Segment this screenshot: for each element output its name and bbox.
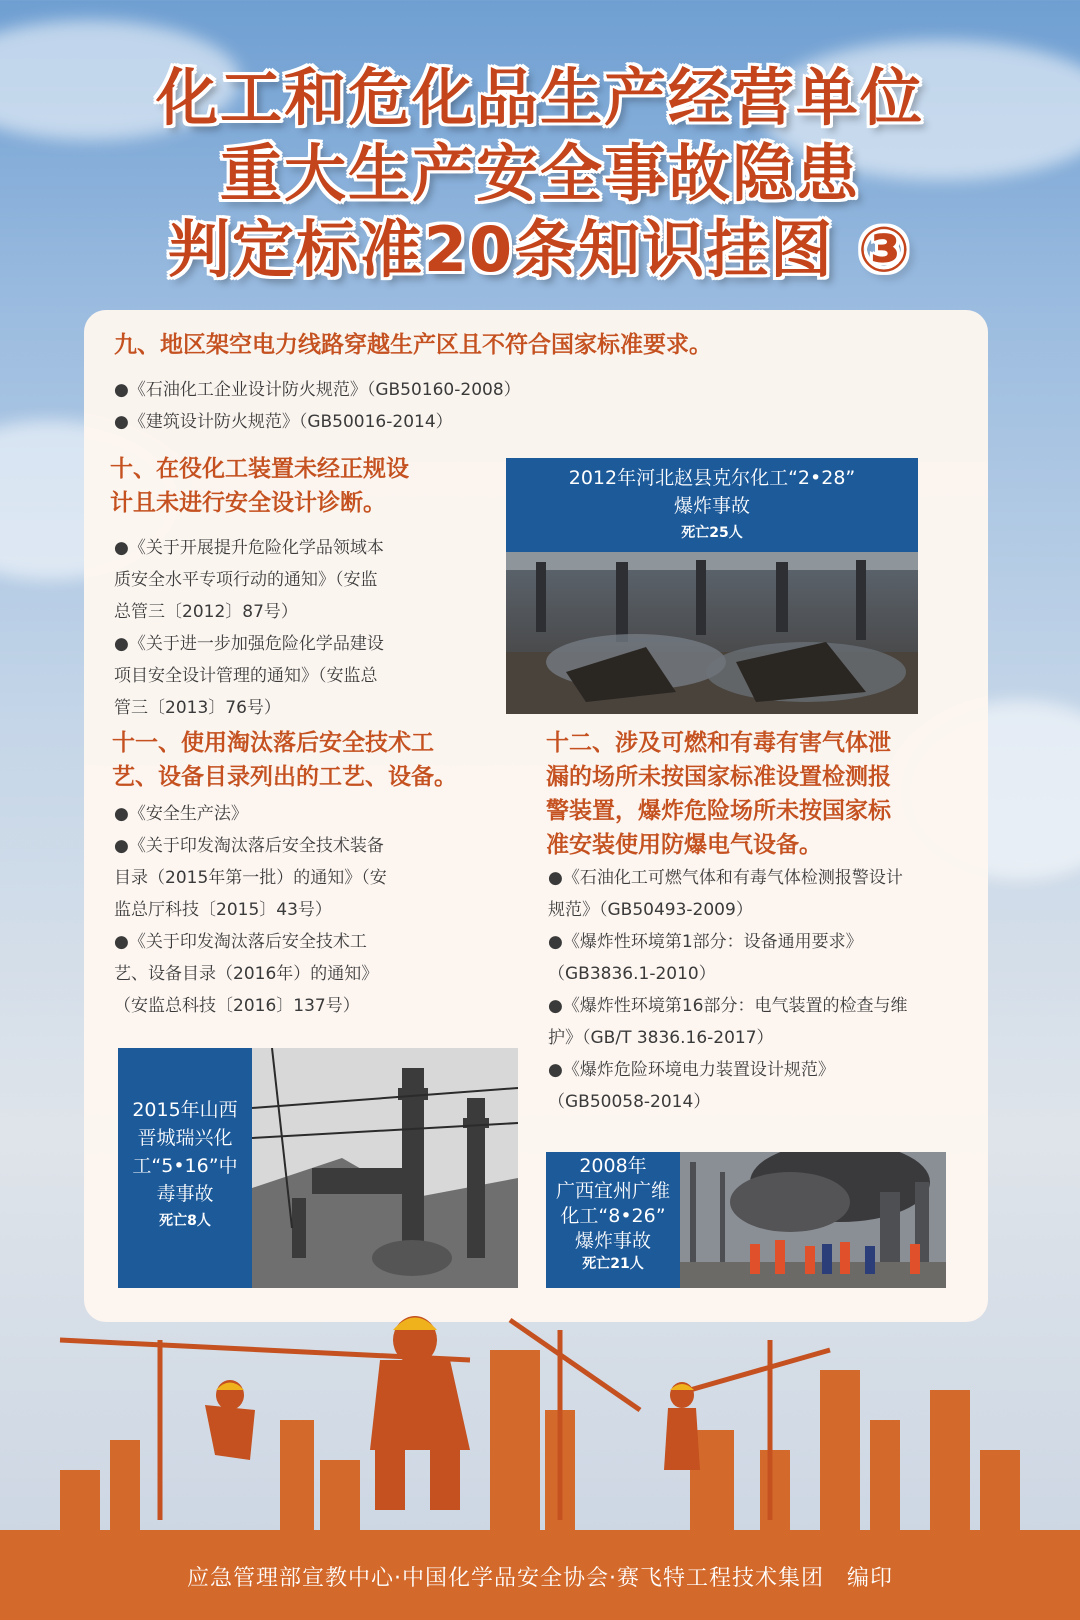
reference-item: 目录（2015年第一批）的通知》（安 (114, 868, 387, 888)
section-10-references (114, 532, 494, 724)
reference-item: 规范》（GB50493-2009） (548, 900, 753, 920)
reference-item: ●《关于开展提升危险化学品领域本 (114, 538, 384, 558)
section-12-heading: 十二、涉及可燃和有毒有害气体泄 漏的场所未按国家标准设置检测报 警装置，爆炸危险场所未按国家标 准安装使用防爆电气设备。 (546, 730, 891, 858)
accident-photo-2008 (546, 1152, 946, 1288)
reference-item: （安监总科技〔2016〕137号） (114, 996, 360, 1016)
accident-photo-2015 (118, 1048, 518, 1288)
death-toll-label: 死亡21人 (582, 1256, 644, 1272)
section-10-heading: 十、在役化工装置未经正规设 计且未进行安全设计诊断。 (110, 456, 409, 516)
poster-title (0, 60, 1080, 288)
reference-item: 项目安全设计管理的通知》（安监总 (114, 666, 378, 686)
reference-item: ●《爆炸性环境第1部分：设备通用要求》 (548, 932, 863, 952)
photo-caption: 2012年河北赵县克尔化工“2•28” 爆炸事故 死亡25人 (506, 458, 918, 552)
section-12-references (548, 862, 978, 1118)
death-toll-label: 死亡25人 (681, 525, 743, 541)
explosion-ruins-image (506, 552, 918, 714)
firefighters-scene-image (680, 1152, 946, 1288)
reference-item: 管三〔2013〕76号） (114, 698, 281, 718)
content-panel (84, 310, 988, 1322)
reference-item: ●《建筑设计防火规范》（GB50016-2014） (114, 412, 453, 432)
reference-item: ●《关于印发淘汰落后安全技术工 (114, 932, 367, 952)
reference-item: ●《关于印发淘汰落后安全技术装备 (114, 836, 384, 856)
construction-workers-illustration (0, 1300, 1080, 1540)
industrial-site-bw-image (252, 1048, 518, 1288)
reference-item: ●《爆炸危险环境电力装置设计规范》 (548, 1060, 835, 1080)
section-11-heading: 十一、使用淘汰落后安全技术工 艺、设备目录列出的工艺、设备。 (112, 730, 457, 790)
publisher-credit: 应急管理部宣教中心·中国化学品安全协会·赛飞特工程技术集团 编印 (187, 1566, 893, 1591)
reference-item: ●《石油化工可燃气体和有毒气体检测报警设计 (548, 868, 903, 888)
photo-caption: 2015年山西 晋城瑞兴化 工“5•16”中 毒事故 死亡8人 (118, 1048, 252, 1288)
reference-item: （GB50058-2014） (548, 1092, 711, 1112)
accident-photo-2012 (506, 458, 918, 714)
section-9-heading: 九、地区架空电力线路穿越生产区且不符合国家标准要求。 (114, 332, 712, 358)
reference-item: ●《爆炸性环境第16部分：电气装置的检查与维 (548, 996, 908, 1016)
reference-item: 护》（GB/T 3836.16-2017） (548, 1028, 774, 1048)
section-11-references (114, 798, 514, 1022)
reference-item: 监总厅科技〔2015〕43号） (114, 900, 332, 920)
reference-item: 艺、设备目录（2016年）的通知》 (114, 964, 379, 984)
death-toll-label: 死亡8人 (159, 1213, 211, 1229)
reference-item: 总管三〔2012〕87号） (114, 602, 298, 622)
reference-item: ●《关于进一步加强危险化学品建设 (114, 634, 384, 654)
title-line-1: 化工和危化品生产经营单位 (155, 61, 924, 134)
reference-item: （GB3836.1-2010） (548, 964, 716, 984)
reference-item: ●《石油化工企业设计防火规范》（GB50160-2008） (114, 380, 521, 400)
reference-item: ●《安全生产法》 (114, 804, 248, 824)
reference-item: 质安全水平专项行动的通知》（安监 (114, 570, 378, 590)
title-line-3: 判定标准20条知识挂图 ③ (167, 213, 913, 286)
title-line-2: 重大生产安全事故隐患 (219, 137, 860, 210)
section-9-references (114, 374, 714, 438)
photo-caption: 2008年 广西宜州广维 化工“8•26” 爆炸事故 死亡21人 (546, 1152, 680, 1288)
